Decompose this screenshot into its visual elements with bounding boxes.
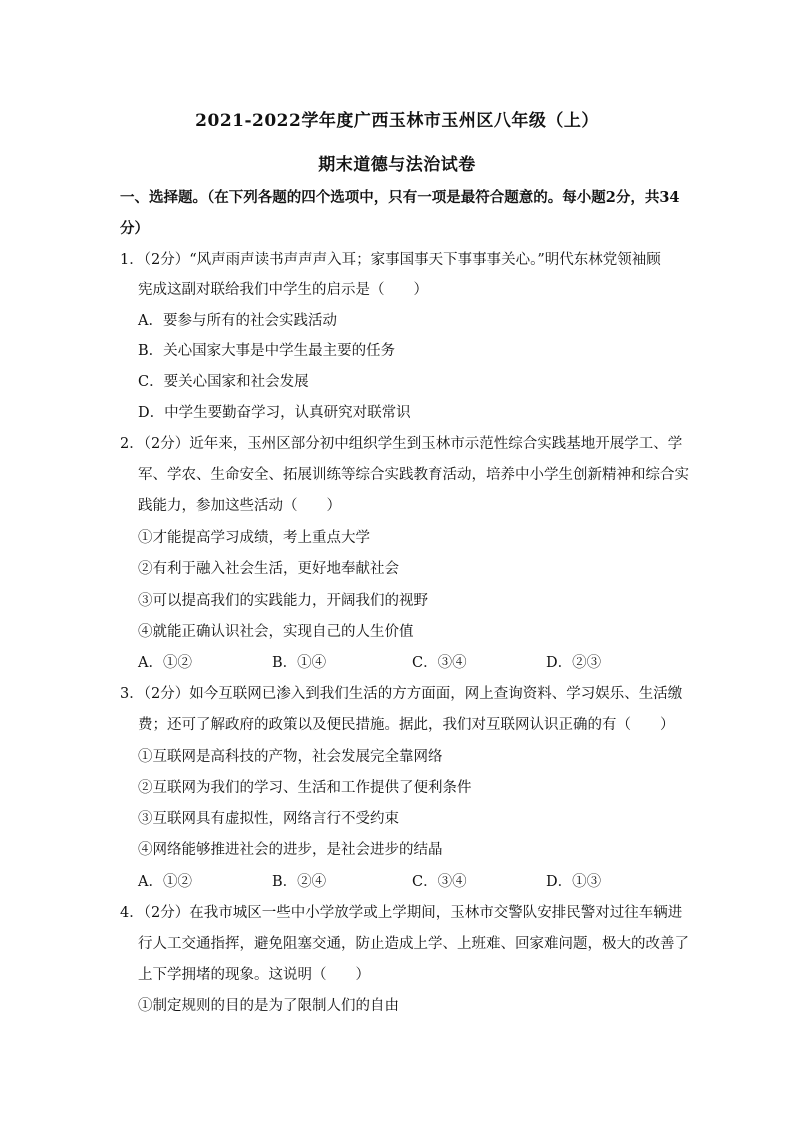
question-3-stem-line1: 3．（2分）如今互联网已渗入到我们生活的方方面面，网上查询资料、学习娱乐、生活缴	[120, 686, 683, 702]
question-2-item-2: ②有利于融入社会生活，更好地奉献社会	[138, 561, 399, 577]
question-3-stem-line2: 费；还可了解政府的政策以及便民措施。据此，我们对互联网认识正确的有（ ）	[138, 717, 675, 733]
question-3-item-4: ④网络能够推进社会的进步，是社会进步的结晶	[138, 842, 443, 858]
question-4-stem-line2: 行人工交通指挥，避免阻塞交通，防止造成上学、上班难、回家难问题，极大的改善了	[138, 936, 689, 952]
question-2-item-3: ③可以提高我们的实践能力，开阔我们的视野	[138, 593, 428, 609]
question-2-item-4: ④就能正确认识社会，实现自己的人生价值	[138, 624, 414, 640]
question-4-item-1: ①制定规则的目的是为了限制人们的自由	[138, 998, 399, 1014]
question-2-item-1: ①才能提高学习成绩，考上重点大学	[138, 530, 370, 546]
question-2-choice-d: D．②③	[546, 655, 602, 671]
exam-title-line2: 期末道德与法治试卷	[318, 155, 476, 175]
section-heading: 一、选择题。（在下列各题的四个选项中，只有一项是最符合题意的。每小题2分，共34分）	[120, 189, 680, 237]
question-1-stem-line1: 1．（2分）“风声雨声读书声声声入耳；家事国事天下事事事关心。”明代东林党领袖顾	[120, 252, 661, 268]
question-2-stem-line1: 2．（2分）近年来，玉州区部分初中组织学生到玉林市示范性综合实践基地开展学工、学	[120, 436, 683, 452]
question-1-stem-line2: 宪成这副对联给我们中学生的启示是（ ）	[138, 282, 428, 298]
question-3-choice-b: B．②④	[272, 874, 327, 890]
question-2-choice-a: A．①②	[138, 655, 192, 671]
question-1-option-a: A．要参与所有的社会实践活动	[138, 313, 337, 329]
question-2-choice-c: C．③④	[412, 655, 467, 671]
question-3-item-1: ①互联网是高科技的产物，社会发展完全靠网络	[138, 749, 443, 765]
question-2-stem-line2: 军、学农、生命安全、拓展训练等综合实践教育活动，培养中小学生创新精神和综合实	[138, 467, 689, 483]
question-3-item-2: ②互联网为我们的学习、生活和工作提供了便利条件	[138, 780, 472, 796]
question-1-option-d: D．中学生要勤奋学习，认真研究对联常识	[138, 405, 411, 421]
question-3-choice-d: D．①③	[546, 874, 602, 890]
question-4-stem-line3: 上下学拥堵的现象。这说明（ ）	[138, 967, 370, 983]
exam-title-line1: 2021-2022学年度广西玉林市玉州区八年级（上）	[195, 111, 599, 131]
question-3-item-3: ③互联网具有虚拟性，网络言行不受约束	[138, 811, 399, 827]
question-1-option-b: B．关心国家大事是中学生最主要的任务	[138, 343, 396, 359]
question-2-choice-b: B．①④	[272, 655, 327, 671]
question-1-option-c: C．要关心国家和社会发展	[138, 374, 309, 390]
question-2-stem-line3: 践能力，参加这些活动（ ）	[138, 498, 341, 514]
question-3-choice-c: C．③④	[412, 874, 467, 890]
question-4-stem-line1: 4．（2分）在我市城区一些中小学放学或上学期间，玉林市交警队安排民警对过往车辆进	[120, 905, 683, 921]
question-3-choice-a: A．①②	[138, 874, 192, 890]
